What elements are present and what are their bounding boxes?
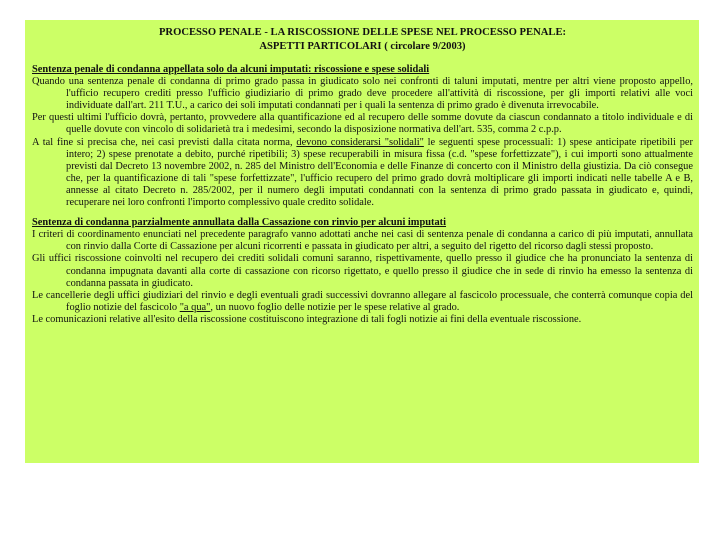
document-panel (25, 20, 699, 463)
section-1-paragraph-3-underlined: devono considerarsi "solidali" (296, 136, 424, 148)
section-1-paragraph-3-end: le seguenti spese processuali: 1) spese anticipate ripetibili per intero; 2) spese prenotate a debito, purché ripetibili; 3) spese recuperabili in misura fissa (c.d. "spese forfettizzate"), i cui importi sono attualmente previsti dal Decreto 13 novembre 2002, n. 285 del Ministro dell'Economia e delle Finanze di concerto con il Ministro della giustizia. Da ciò consegue che, per la quantificazione di tali "spese forfettizzate", l'ufficio recupero del primo grado dovrà moltiplicare gli importi indicati nelle tabelle A e B, annesse al citato Decreto n. 285/2002, per il numero degli imputati condannati con la sentenza di primo grado passata in giudicato e, quindi, recuperare nei loro confronti l'importo complessivo quale credito solidale. (66, 136, 693, 209)
section-1-paragraph-3-start: A tal fine si precisa che, nei casi previsti dalla citata norma, (32, 136, 297, 148)
section-2-paragraph-2: Gli uffici riscossione coinvolti nel recupero dei crediti solidali comuni saranno, rispettivamente, quello presso il giudice che ha pronunciato la sentenza di condanna impugnata davanti alla corte di cassazione con ricorso rigettato, e quello presso il giudice che in sede di rinvio ha emesso la sentenza di condanna passata in giudicato. (32, 253, 693, 289)
section-1-paragraph-1: Quando una sentenza penale di condanna di primo grado passa in giudicato solo nei confronti di taluni imputati, mentre per altri viene proposto appello, l'ufficio recupero crediti presso l'ufficio giudiziario di primo grado deve procedere all'attività di riscossione, per gli importi relativi alle voci individuate dall'art. 211 T.U., a carico dei soli imputati condannati per i quali la sentenza di primo grado è divenuta irrevocabile. (32, 76, 693, 112)
section-1-paragraph-2: Per questi ultimi l'ufficio dovrà, pertanto, provvedere alla quantificazione ed al recupero delle somme dovute da ciascun condannato a titolo individuale e di quelle dovute con vincolo di solidarietà tra i medesimi, secondo la disposizione normativa dell'art. 535, comma 2 c.p.p. (32, 112, 693, 136)
section-2-heading: Sentenza di condanna parzialmente annullata dalla Cassazione con rinvio per alcuni imputati (32, 217, 447, 229)
section-1-paragraph-3 (32, 137, 693, 210)
title-line-1: PROCESSO PENALE - LA RISCOSSIONE DELLE SPESE NEL PROCESSO PENALE: (158, 27, 567, 38)
section-2-paragraph-3-quote: "a qua" (179, 301, 211, 313)
section-2-paragraph-3-start: Le cancellerie degli uffici giudiziari del rinvio e degli eventuali gradi successivi dovranno allegare al fascicolo processuale, che conterrà comunque copia del foglio notizie del fascicolo (32, 289, 693, 313)
section-2-paragraph-3-end: , un nuovo foglio delle notizie per le spese relative al grado. (210, 301, 460, 313)
document-title (32, 26, 693, 54)
section-1-heading: Sentenza penale di condanna appellata solo da alcuni imputati: riscossione e spese solidali (32, 64, 430, 75)
section-2-paragraph-1: I criteri di coordinamento enunciati nel precedente paragrafo vanno adottati anche nei casi di sentenza penale di condanna a carico di più imputati, annullata con rinvio dalla Corte di Cassazione per alcuni ricorrenti e passata in giudicato per altri, a seguito del rigetto del ricorso dagli stessi proposto. (32, 229, 693, 253)
title-line-2: ASPETTI PARTICOLARI ( circolare 9/2003) (259, 41, 466, 52)
section-2-paragraph-3 (32, 290, 693, 314)
section-2-paragraph-4: Le comunicazioni relative all'esito della riscossione costituiscono integrazione di tali fogli notizie ai fini della eventuale riscossione. (32, 313, 582, 325)
